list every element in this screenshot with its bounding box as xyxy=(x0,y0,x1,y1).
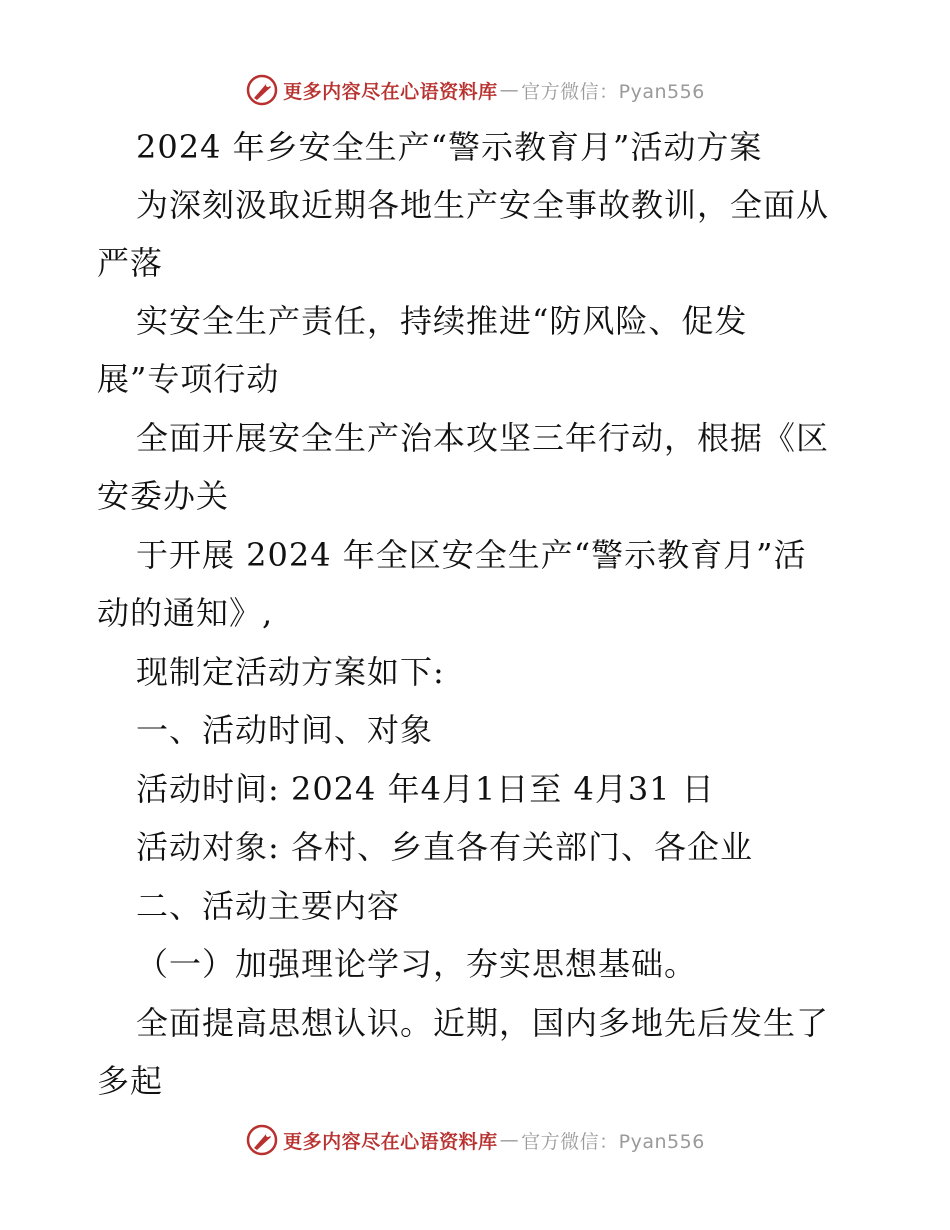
paragraph-line: 活动对象: 各村、乡直各有关部门、各企业 xyxy=(136,828,753,866)
watermark-wechat-text: 官方微信：Pyan556 xyxy=(521,1130,705,1153)
watermark-site-text: 更多内容尽在心语资料库 xyxy=(283,1130,498,1153)
watermark-wechat-text: 官方微信：Pyan556 xyxy=(521,80,705,103)
paragraph-line: 实安全生产责任，持续推进“防风险、促发 xyxy=(136,302,748,340)
watermark-separator: — xyxy=(499,1129,520,1151)
section-heading: 一、活动时间、对象 xyxy=(136,711,434,749)
pen-nib-icon xyxy=(245,73,279,107)
watermark-separator: — xyxy=(499,79,520,101)
paragraph-line: 全面提高思想认识。近期，国内多地先后发生了 xyxy=(136,1004,830,1042)
section-heading: 二、活动主要内容 xyxy=(136,887,401,925)
paragraph-line: 安委办关 xyxy=(97,477,230,515)
document-title: 2024 年乡安全生产“警示教育月”活动方案 xyxy=(136,128,763,166)
paragraph-line: 于开展 2024 年全区安全生产“警示教育月”活 xyxy=(136,536,807,574)
watermark-site-text: 更多内容尽在心语资料库 xyxy=(283,80,498,103)
paragraph-line: 活动时间: 2024 年4月1日至 4月31 日 xyxy=(136,770,715,808)
footer-watermark xyxy=(0,1120,950,1160)
subsection-heading: （一）加强理论学习，夯实思想基础。 xyxy=(136,945,698,983)
paragraph-line: 全面开展安全生产治本攻坚三年行动，根据《区 xyxy=(136,419,830,457)
paragraph-line: 严落 xyxy=(97,244,164,282)
paragraph-line: 动的通知》, xyxy=(97,594,274,632)
pen-nib-icon xyxy=(245,1123,279,1157)
paragraph-line: 现制定活动方案如下: xyxy=(136,653,445,691)
paragraph-line: 展”专项行动 xyxy=(97,360,280,398)
paragraph-line: 为深刻汲取近期各地生产安全事故教训，全面从 xyxy=(136,186,830,224)
paragraph-line: 多起 xyxy=(97,1062,164,1100)
header-watermark xyxy=(0,70,950,110)
